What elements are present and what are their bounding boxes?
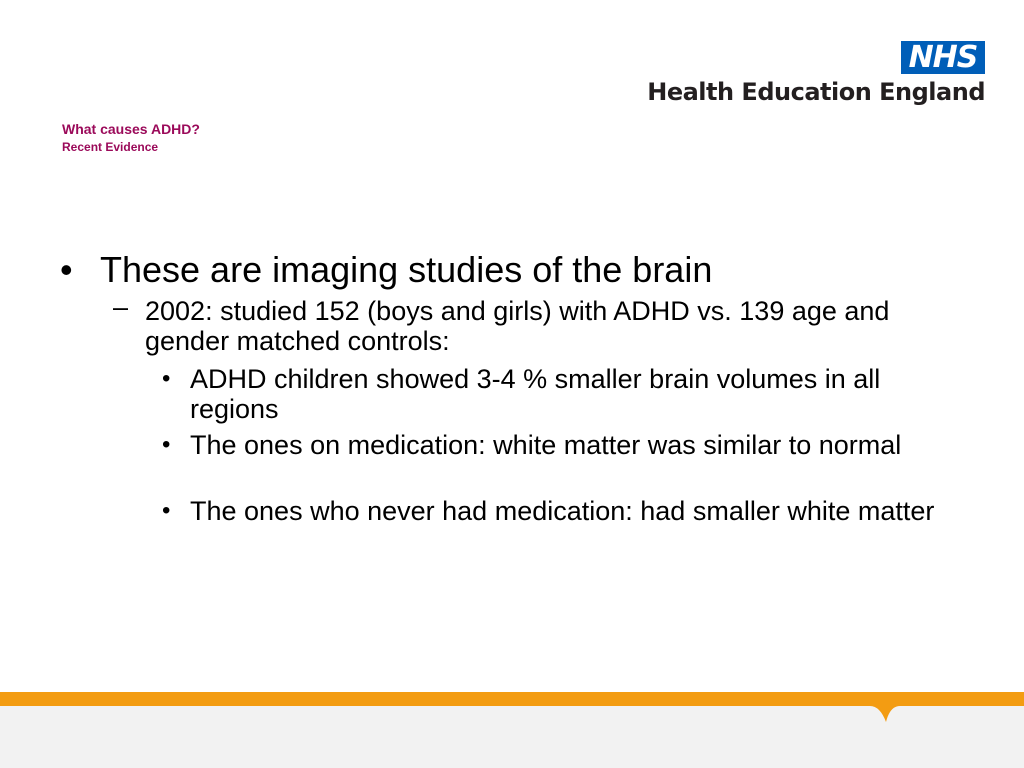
nhs-logo: NHS — [901, 41, 985, 74]
bullet-text: 2002: studied 152 (boys and girls) with ADHD vs. 139 age and gender matched controls: — [145, 296, 890, 356]
bullet-text: The ones on medication: white matter was similar to normal — [190, 430, 902, 460]
bullet-level3 — [162, 496, 970, 526]
organization-name: Health Education England — [647, 78, 985, 106]
bullet-level2 — [113, 292, 965, 356]
bullet-level1 — [60, 249, 980, 290]
footer-band — [0, 692, 1024, 768]
bullet-dot-icon: • — [60, 249, 73, 290]
dash-icon: – — [113, 292, 129, 322]
bullet-level3 — [162, 364, 970, 424]
slide-subtitle: Recent Evidence — [62, 140, 159, 154]
bullet-dot-icon: • — [162, 365, 171, 392]
bullet-text: These are imaging studies of the brain — [100, 249, 713, 290]
bullet-dot-icon: • — [162, 431, 171, 458]
slide-title: What causes ADHD? — [62, 121, 200, 137]
bullet-level3 — [162, 430, 970, 460]
bullet-dot-icon: • — [162, 497, 171, 524]
bullet-text: ADHD children showed 3-4 % smaller brain volumes in all regions — [190, 364, 881, 424]
bullet-text: The ones who never had medication: had smaller white matter — [190, 496, 935, 526]
